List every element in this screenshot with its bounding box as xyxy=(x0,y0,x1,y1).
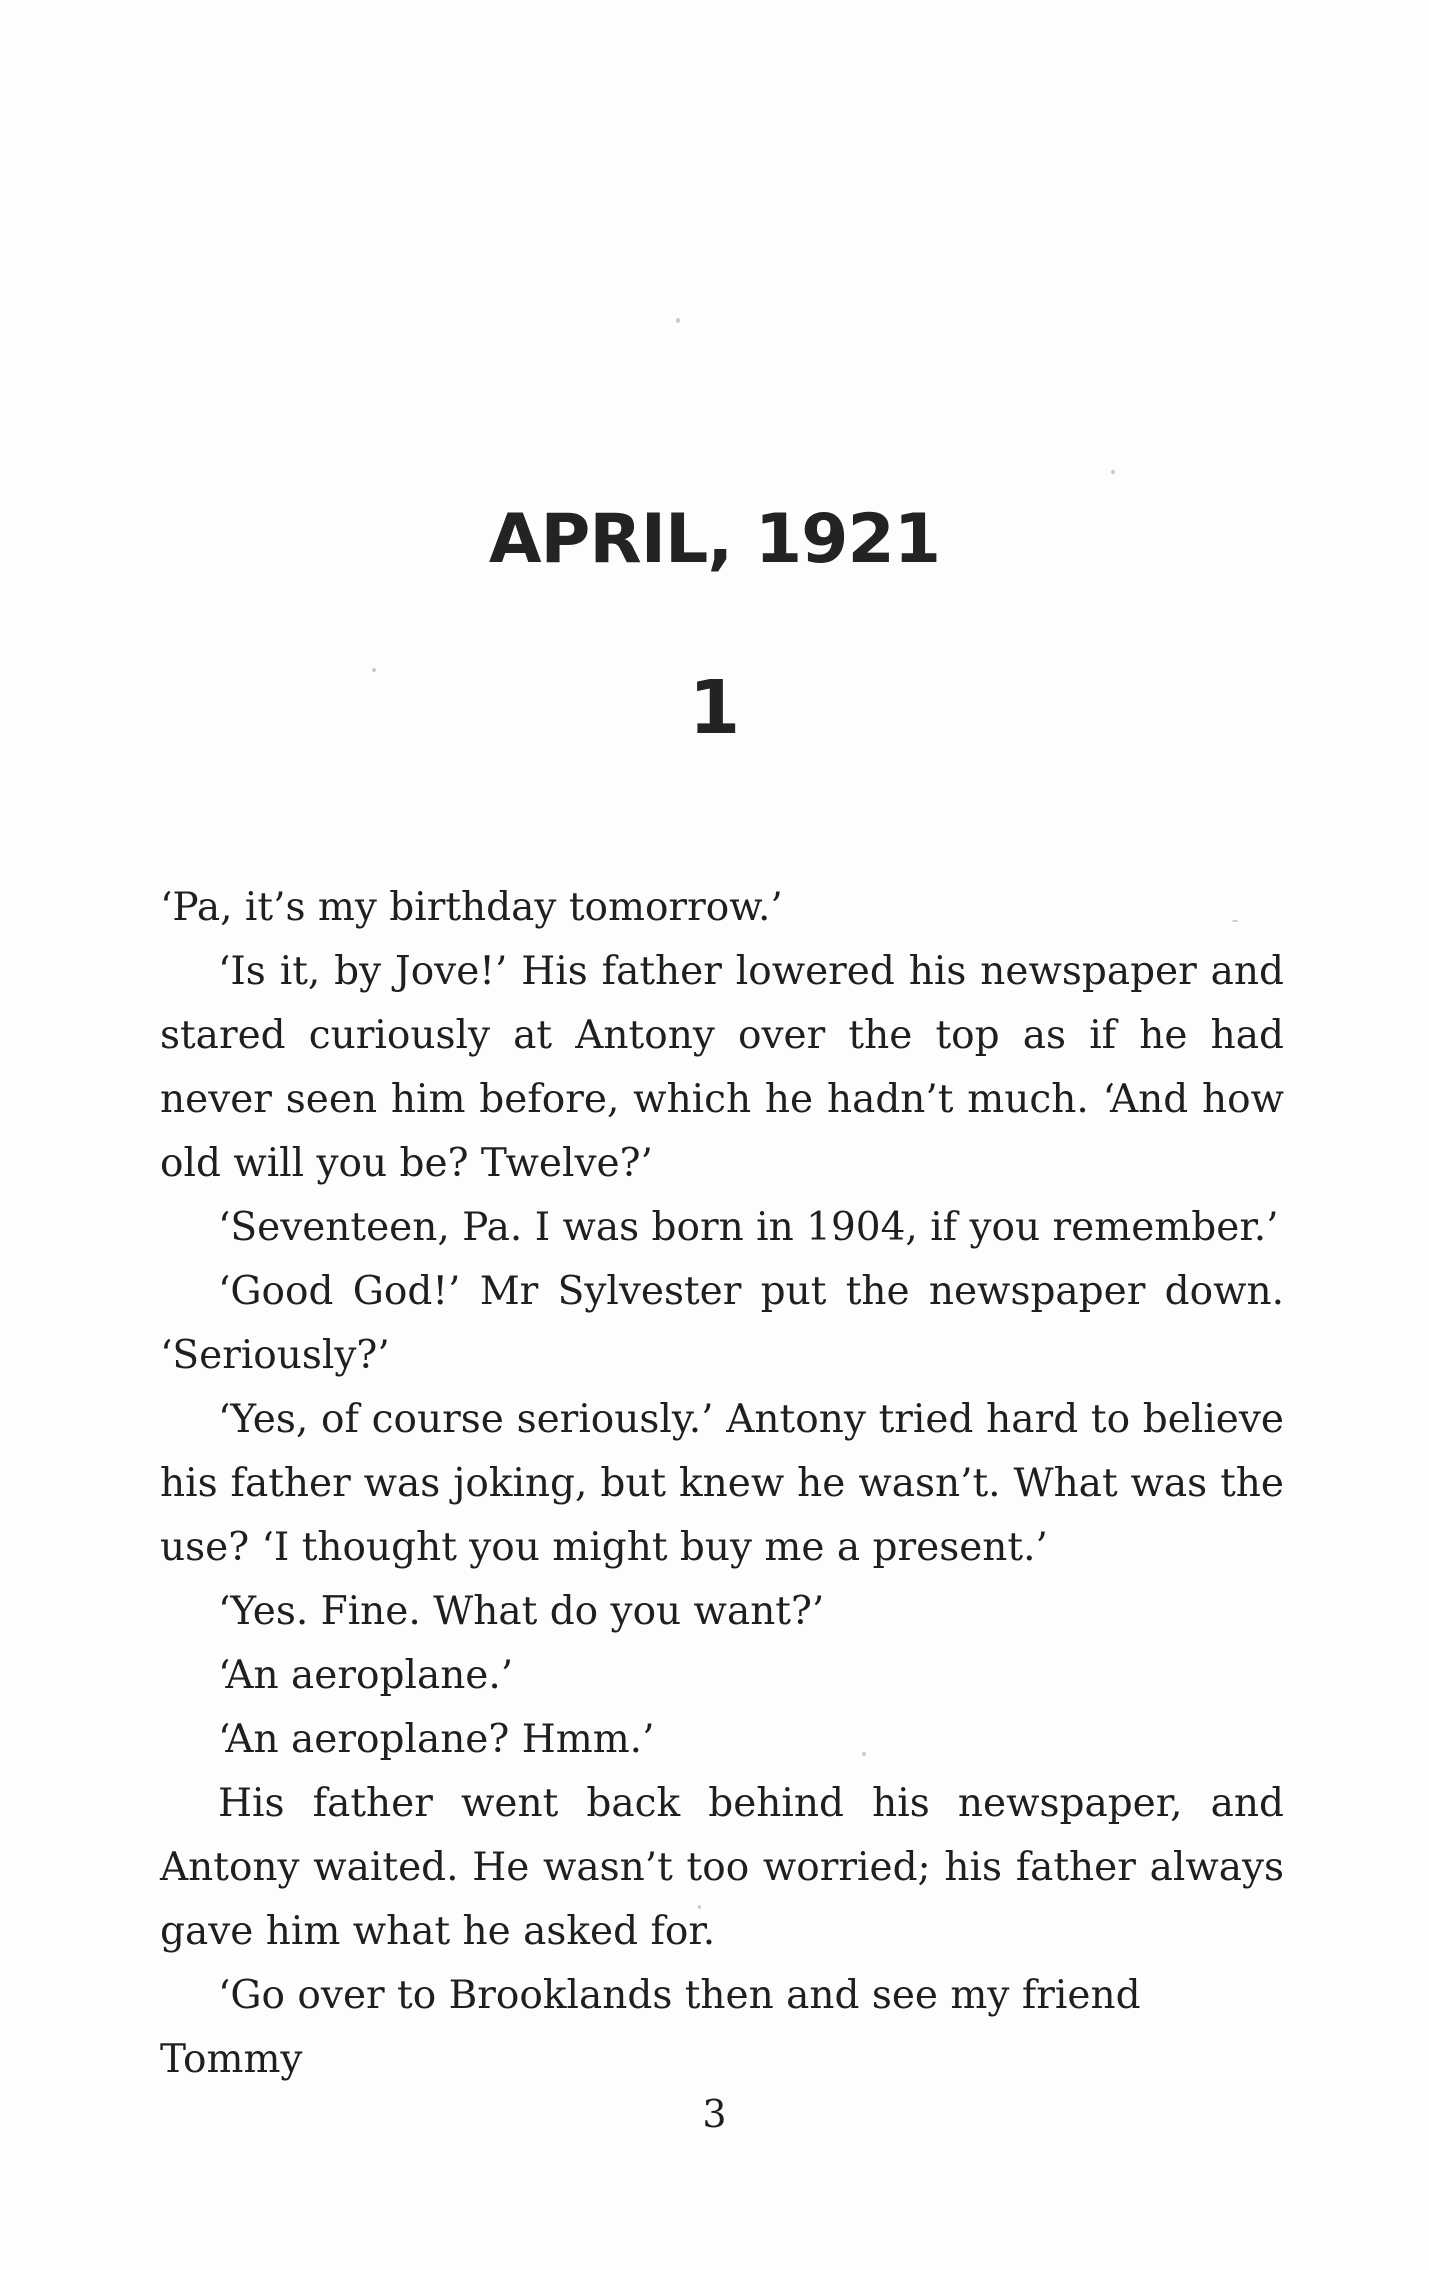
paragraph: ‘An aeroplane.’ xyxy=(218,1653,514,1698)
paragraph: ‘Is it, by Jove!’ His father lowered his newspaper and stared curiously at Antony over the top as if he had never seen him before, which he hadn’t much. ‘And how old will you be? Twelve?’ xyxy=(160,949,1284,1186)
page-number: 3 xyxy=(702,2092,727,2136)
scan-speck xyxy=(372,668,376,672)
paragraph: ‘Seventeen, Pa. I was born in 1904, if you remember.’ xyxy=(218,1205,1279,1250)
chapter-number: 1 xyxy=(688,665,741,751)
paragraph: ‘Yes. Fine. What do you want?’ xyxy=(218,1589,825,1634)
paragraph: ‘Good God!’ Mr Sylvester put the newspaper down. ‘Seriously?’ xyxy=(160,1269,1284,1378)
part-title: APRIL, 1921 xyxy=(488,500,941,579)
paragraph: ‘Pa, it’s my birthday tomorrow.’ xyxy=(160,885,783,930)
paragraph: ‘Go over to Brooklands then and see my friend Tommy xyxy=(160,1973,1141,2082)
chapter-body xyxy=(160,876,1284,2092)
paragraph: ‘Yes, of course seriously.’ Antony tried hard to believe his father was joking, but knew he wasn’t. What was the use? ‘I thought you might buy me a present.’ xyxy=(160,1397,1284,1570)
scan-speck xyxy=(1232,920,1238,922)
paragraph: His father went back behind his newspaper, and Antony waited. He wasn’t too worried; his father always gave him what he asked for. xyxy=(160,1781,1284,1954)
scan-speck xyxy=(862,1752,866,1756)
scan-speck xyxy=(676,318,680,323)
scan-speck xyxy=(1111,470,1115,474)
paragraph: ‘An aeroplane? Hmm.’ xyxy=(218,1717,655,1762)
scan-speck xyxy=(698,1905,701,1909)
